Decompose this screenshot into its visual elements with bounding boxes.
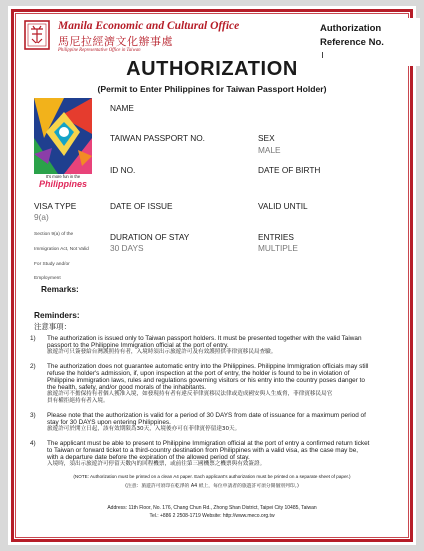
document-title: AUTHORIZATION — [126, 58, 298, 80]
section-note-line-3: For Study and/or — [34, 262, 70, 267]
poster-philippines-wordmark: Philippines — [38, 179, 87, 189]
print-note-chinese: (注意：旅遊許可須印在乾淨的 A4 紙上，每位申請者的旅遊許可須分開個別列印。) — [125, 484, 299, 489]
sex-value: MALE — [258, 145, 281, 155]
section-note-line-4: Employment — [34, 276, 61, 281]
remarks-label: Remarks: — [41, 284, 79, 294]
reminder-4-line-1: The applicant must be able to present to Philippine Immigration official at the port of entry a confirmed return ticket — [47, 440, 370, 447]
tourism-poster-image — [34, 98, 92, 188]
section-note-line-2: Immigration Act, Not Valid — [34, 247, 89, 252]
document-subtitle: (Permit to Enter Philippines for Taiwan Passport Holder) — [97, 84, 327, 94]
reminder-2-line-2: refuse the holder's admission, if, upon inspection at the port of entry, the holder is found to be in violation of — [47, 370, 350, 377]
section-note-line-1: Section 9(a) of the — [34, 232, 74, 237]
duration-of-stay-label: DURATION OF STAY — [110, 232, 190, 242]
poster-slogan: It's more fun in the — [45, 174, 81, 179]
reminder-2-line-4: the health, safety, and/or good morals of the inhabitants. — [47, 384, 207, 391]
reminder-4-number: 4) — [30, 440, 36, 447]
reminder-2-chinese-1: 旅遊許可不擔保持有者個人獲准入境，如發現持有者有違反菲律賓移民法律或造成國安與人生威脅，菲律賓移民局官 — [47, 391, 333, 397]
reminder-1-number: 1) — [30, 335, 36, 342]
reminder-2-line-1: The authorization does not guarantee automatic entry into the Philippines. Philippine Immigration officials may still — [47, 363, 369, 370]
reminder-3-line-2: stay for 30 DAYS upon entering Philippines. — [47, 419, 171, 426]
office-name-chinese: 馬尼拉經濟文化辦事處 — [58, 35, 173, 48]
reminder-4-chinese: 入境時，須出示旅遊許可停留天數內的回程機票，或前往第三國機票之機票與有效簽證。 — [47, 461, 266, 467]
reminders-title: Reminders: — [34, 310, 80, 320]
duration-of-stay-value: 30 DAYS — [110, 243, 144, 253]
id-number-label: ID NO. — [110, 165, 136, 175]
reminder-1-chinese: 旅遊許可只簽發給台灣護照持有者，入境時須出示旅遊許可及有效護照供菲律賓移民局查驗。 — [47, 349, 277, 355]
reference-number-label: Reference No. — [320, 37, 384, 48]
reminder-3-number: 3) — [30, 412, 36, 419]
reminder-2-line-3: Philippine immigration laws, rules and regulations governing visitors or his entry into the country poses danger to — [47, 377, 365, 384]
office-name-english: Manila Economic and Cultural Office — [58, 20, 240, 32]
office-subtitle: Philippine Representative Office in Taiwan — [58, 48, 141, 53]
reminder-3-line-1: Please note that the authorization is valid for a period of 30 DAYS from date of issuance for a maximum period of — [47, 412, 366, 419]
reminder-2-number: 2) — [30, 363, 36, 370]
print-note-english: (NOTE: Authorization must be printed on a clean A4 paper. Each applicant's authorization must be printed on a separate sheet of paper.) — [73, 474, 351, 479]
poster-artwork — [34, 98, 92, 174]
visa-type-value: 9(a) — [34, 212, 49, 222]
valid-until-label: VALID UNTIL — [258, 201, 308, 211]
name-label: NAME — [110, 103, 134, 113]
visa-type-label: VISA TYPE — [34, 201, 77, 211]
office-address: Address: 11th Floor, No. 176, Chang Chun Rd., Zhong Shan District, Taipei City 10485, Taiwan — [107, 505, 317, 511]
date-of-birth-label: DATE OF BIRTH — [258, 165, 321, 175]
reminder-2-chinese-2: 員有權拒絕持有者入境。 — [47, 398, 109, 404]
reminders-title-chinese: 注意事項： — [34, 322, 71, 331]
reminder-1-line-2: passport to the Philippine Immigration official at the port of entry. — [47, 342, 229, 349]
office-contact: Tel.: +886 2 2508-1719 Website: http://www.meco.org.tw — [149, 513, 275, 519]
authorization-label: Authorization — [320, 23, 382, 34]
reminder-4-line-3: with a departure date before the expiration of the allowed period of stay. — [47, 454, 250, 461]
entries-value: MULTIPLE — [258, 243, 298, 253]
meco-seal-logo — [24, 20, 50, 50]
sex-label: SEX — [258, 133, 275, 143]
passport-number-label: TAIWAN PASSPORT NO. — [110, 133, 205, 143]
entries-label: ENTRIES — [258, 232, 294, 242]
reminder-1-line-1: The authorization is issued only to Taiwan passport holders. It must be presented together with the valid Taiwan — [47, 335, 362, 342]
date-of-issue-label: DATE OF ISSUE — [110, 201, 173, 211]
reminder-4-line-2: to Taiwan or forward ticket to a third-country destination from Philippines with a valid visa, as the case may be, — [47, 447, 359, 454]
reminder-3-chinese: 旅遊許可於開立日起，該有效期限為30天，入境後亦可在菲律賓停留達30天。 — [47, 426, 241, 432]
